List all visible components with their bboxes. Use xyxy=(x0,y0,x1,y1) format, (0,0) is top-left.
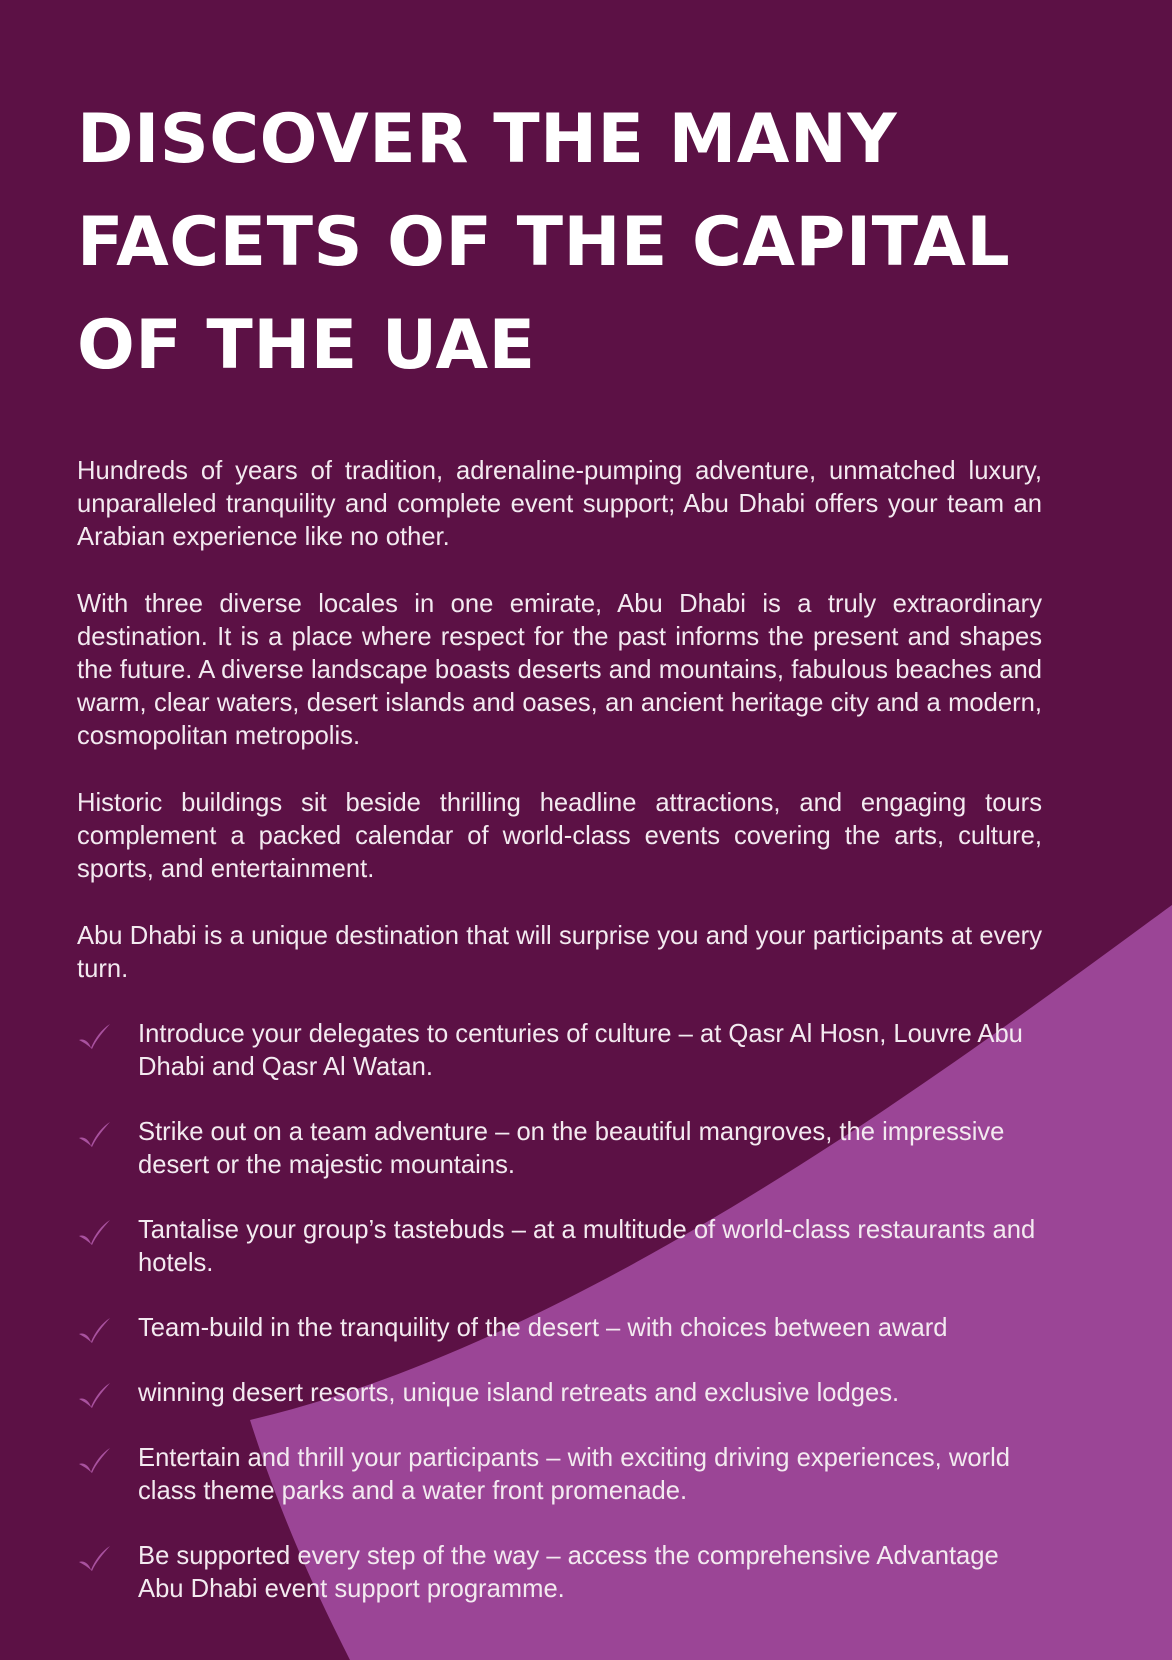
checkmark-icon xyxy=(77,1120,111,1148)
page-title xyxy=(77,88,1042,397)
list-item xyxy=(77,1377,1042,1410)
list-item-text: Be supported every step of the way – access the comprehensive Advantage Abu Dhabi event support programme. xyxy=(138,1542,999,1603)
locales-paragraph: With three diverse locales in one emirate, Abu Dhabi is a truly extraordinary destination. It is a place where respect for the past informs the present and shapes the future. A diverse landscape boasts deserts and mountains, fabulous beaches and warm, clear waters, desert islands and oases, an ancient heritage city and a modern, cosmopolitan metropolis. xyxy=(77,590,1042,750)
checkmark-icon xyxy=(77,1544,111,1572)
title-line-1: DISCOVER THE MANY xyxy=(77,100,898,179)
checkmark-icon xyxy=(77,1381,111,1409)
list-item-text: Tantalise your group’s tastebuds – at a multitude of world-class restaurants and hotels. xyxy=(138,1216,1036,1277)
checkmark-icon xyxy=(77,1446,111,1474)
title-line-2: FACETS OF THE CAPITAL xyxy=(77,203,1011,282)
attractions-paragraph: Historic buildings sit beside thrilling headline attractions, and engaging tours complement a packed calendar of world-class events covering the arts, culture, sports, and entertainment. xyxy=(77,789,1042,883)
list-item-text: Entertain and thrill your participants – with exciting driving experiences, world class theme parks and a water front promenade. xyxy=(138,1444,1011,1505)
checkmark-icon xyxy=(77,1218,111,1246)
list-item xyxy=(77,1442,1042,1508)
list-item-text: Strike out on a team adventure – on the beautiful mangroves, the impressive desert or the majestic mountains. xyxy=(138,1118,1005,1179)
list-item-text: winning desert resorts, unique island retreats and exclusive lodges. xyxy=(138,1379,900,1407)
list-item xyxy=(77,1214,1042,1280)
list-item xyxy=(77,1540,1042,1606)
surprise-paragraph: Abu Dhabi is a unique destination that will surprise you and your participants at every turn. xyxy=(77,922,1042,983)
list-item-text: Team-build in the tranquility of the desert – with choices between award xyxy=(138,1314,948,1342)
list-item xyxy=(77,1018,1042,1084)
list-item xyxy=(77,1312,1042,1345)
title-line-3: OF THE UAE xyxy=(77,306,536,385)
intro-paragraph: Hundreds of years of tradition, adrenaline-pumping adventure, unmatched luxury, unparalleled tranquility and complete event support; Abu Dhabi offers your team an Arabian experience like no other. xyxy=(77,457,1042,551)
list-item-text: Introduce your delegates to centuries of culture – at Qasr Al Hosn, Louvre Abu Dhabi and Qasr Al Watan. xyxy=(138,1020,1023,1081)
highlights-list xyxy=(77,1018,1042,1606)
list-item xyxy=(77,1116,1042,1182)
checkmark-icon xyxy=(77,1316,111,1344)
checkmark-icon xyxy=(77,1022,111,1050)
